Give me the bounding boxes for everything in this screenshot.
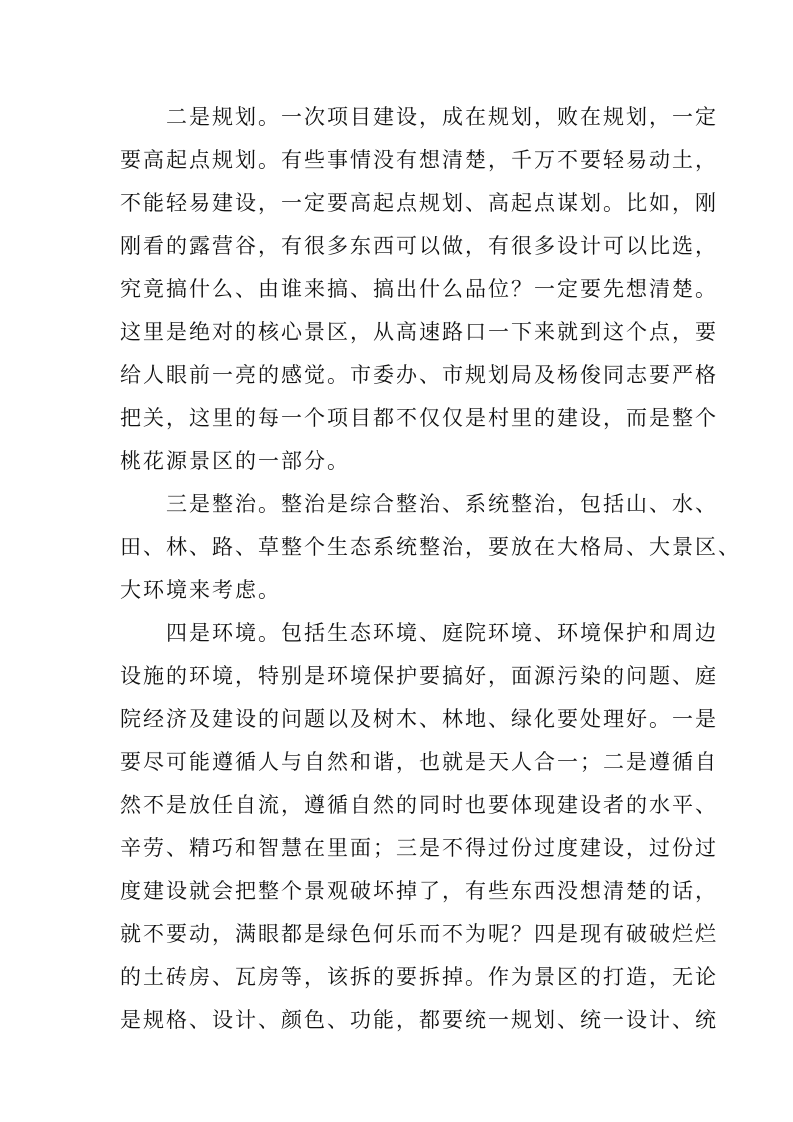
text-line: 不能轻易建设，一定要高起点规划、高起点谋划。比如，刚 (120, 191, 718, 215)
text-line: 大环境来考虑。 (120, 578, 281, 602)
text-line: 这里是绝对的核心景区，从高速路口一下来就到这个点，要 (120, 320, 718, 344)
paragraph-environment (120, 612, 718, 1042)
paragraph-planning (120, 96, 718, 483)
text-line: 就不要动，满眼都是绿色何乐而不为呢？四是现有破破烂烂 (120, 922, 718, 946)
text-line: 要高起点规划。有些事情没有想清楚，千万不要轻易动土， (120, 148, 718, 172)
text-line: 究竟搞什么、由谁来搞、搞出什么品位？一定要先想清楚。 (120, 277, 718, 301)
text-line: 设施的环境，特别是环境保护要搞好，面源污染的问题、庭 (120, 664, 718, 688)
text-line: 的土砖房、瓦房等，该拆的要拆掉。作为景区的打造，无论 (120, 965, 718, 989)
text-line: 院经济及建设的问题以及树木、林地、绿化要处理好。一是 (120, 707, 718, 731)
paragraph-rectification (120, 483, 741, 612)
text-line: 要尽可能遵循人与自然和谐，也就是天人合一；二是遵循自 (120, 750, 718, 774)
text-line: 田、林、路、草整个生态系统整治，要放在大格局、大景区、 (120, 535, 741, 559)
text-line: 三是整治。整治是综合整治、系统整治，包括山、水、 (166, 492, 718, 516)
text-line: 是规格、设计、颜色、功能，都要统一规划、统一设计、统 (120, 1008, 718, 1032)
text-line: 桃花源景区的一部分。 (120, 449, 350, 473)
text-line: 二是规划。一次项目建设，成在规划，败在规划，一定 (166, 105, 718, 129)
text-line: 然不是放任自流，遵循自然的同时也要体现建设者的水平、 (120, 793, 718, 817)
text-line: 给人眼前一亮的感觉。市委办、市规划局及杨俊同志要严格 (120, 363, 718, 387)
text-line: 四是环境。包括生态环境、庭院环境、环境保护和周边 (166, 621, 718, 645)
text-line: 度建设就会把整个景观破坏掉了，有些东西没想清楚的话， (120, 879, 718, 903)
text-line: 刚看的露营谷，有很多东西可以做，有很多设计可以比选， (120, 234, 718, 258)
text-line: 辛劳、精巧和智慧在里面；三是不得过份过度建设，过份过 (120, 836, 718, 860)
document-page (120, 96, 741, 1042)
text-line: 把关，这里的每一个项目都不仅仅是村里的建设，而是整个 (120, 406, 718, 430)
